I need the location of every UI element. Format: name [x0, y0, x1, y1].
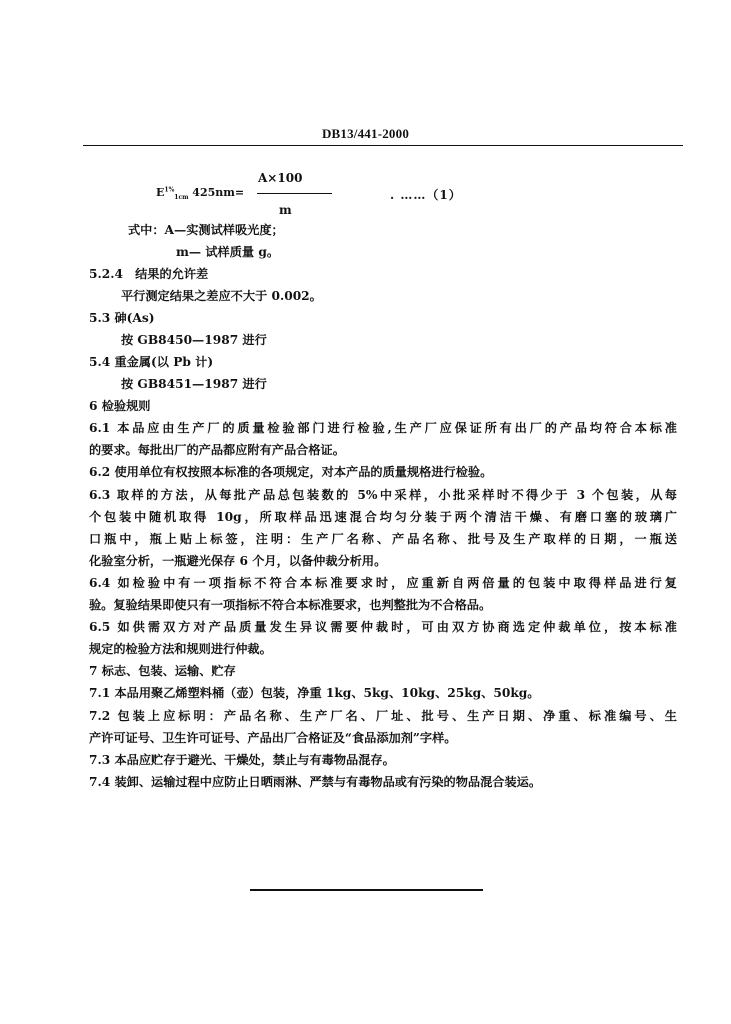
text-line: 化验室分析，一瓶避光保存 6 个月，以备仲裁分析用。: [89, 554, 387, 568]
text-line: 验。复验结果即使只有一项指标不符合本标准要求，也判整批为不合格品。: [89, 598, 492, 612]
text-line: 按 GB8450—1987 进行: [121, 333, 267, 347]
text-line: m— 试样质量 g。: [176, 245, 280, 259]
text-line: 规定的检验方法和规则进行仲裁。: [89, 642, 272, 656]
text-line: 平行测定结果之差应不大于 0.002。: [121, 289, 322, 303]
formula-lhs-sub: 1cm: [174, 194, 189, 202]
text-line: 6.3 取样的方法，从每批产品总包装数的 5%中采样，小批采样时不得少于 3 个包装，从每: [89, 488, 677, 502]
text-line: 7.2 包装上应标明：产品名称、生产厂名、厂址、批号、生产日期、净重、标准编号、生: [89, 709, 677, 723]
formula-numerator: A×100: [258, 171, 303, 185]
page-header: DB13/441-2000: [321, 126, 410, 141]
text-line: 个包装中随机取得 10g，所取样品迅速混合均匀分装于两个清洁干燥、有磨口塞的玻璃广: [89, 510, 677, 524]
text-line: 按 GB8451—1987 进行: [121, 377, 267, 391]
formula-lhs-main: E: [156, 186, 165, 199]
formula-tag: . ……（1）: [390, 188, 462, 202]
formula-lhs-rest: 425nm=: [188, 186, 245, 199]
text-line: 6.4 如检验中有一项指标不符合本标准要求时，应重新自两倍量的包装中取得样品进行复: [89, 576, 677, 590]
section-heading: 6 检验规则: [89, 399, 151, 413]
section-heading: 5.2.4 结果的允许差: [89, 267, 209, 281]
section-heading: 7 标志、包装、运输、贮存: [89, 664, 236, 678]
section-heading: 5.4 重金属(以 Pb 计): [89, 355, 214, 369]
end-rule: [250, 889, 483, 891]
text-line: 式中：A—实测试样吸光度；: [128, 223, 284, 237]
text-line: 6.5 如供需双方对产品质量发生异议需要仲裁时，可由双方协商选定仲裁单位，按本标准: [89, 620, 677, 634]
formula-lhs: [156, 186, 244, 201]
header-rule: [83, 145, 683, 146]
text-line: 7.3 本品应贮存于避光、干燥处，禁止与有毒物品混存。: [89, 753, 395, 767]
formula-denominator: m: [279, 203, 292, 217]
section-heading: 5.3 砷(As): [89, 311, 155, 325]
text-line: 6.1 本品应由生产厂的质量检验部门进行检验,生产厂应保证所有出厂的产品均符合本标准: [89, 421, 677, 435]
text-line: 7.4 装卸、运输过程中应防止日晒雨淋、严禁与有毒物品或有污染的物品混合装运。: [89, 775, 542, 789]
formula-lhs-sup: 1%: [164, 186, 175, 194]
text-line: 产许可证号、卫生许可证号、产品出厂合格证及“食品添加剂”字样。: [89, 731, 457, 745]
text-line: 口瓶中，瓶上贴上标签，注明：生产厂名称、产品名称、批号及生产取样的日期，一瓶送: [89, 532, 677, 546]
text-line: 的要求。每批出厂的产品都应附有产品合格证。: [89, 443, 345, 457]
fraction-bar: [257, 193, 332, 194]
text-line: 7.1 本品用聚乙烯塑料桶（壶）包装，净重 1kg、5kg、10kg、25kg、50kg。: [89, 686, 540, 700]
text-line: 6.2 使用单位有权按照本标准的各项规定，对本产品的质量规格进行检验。: [89, 465, 493, 479]
